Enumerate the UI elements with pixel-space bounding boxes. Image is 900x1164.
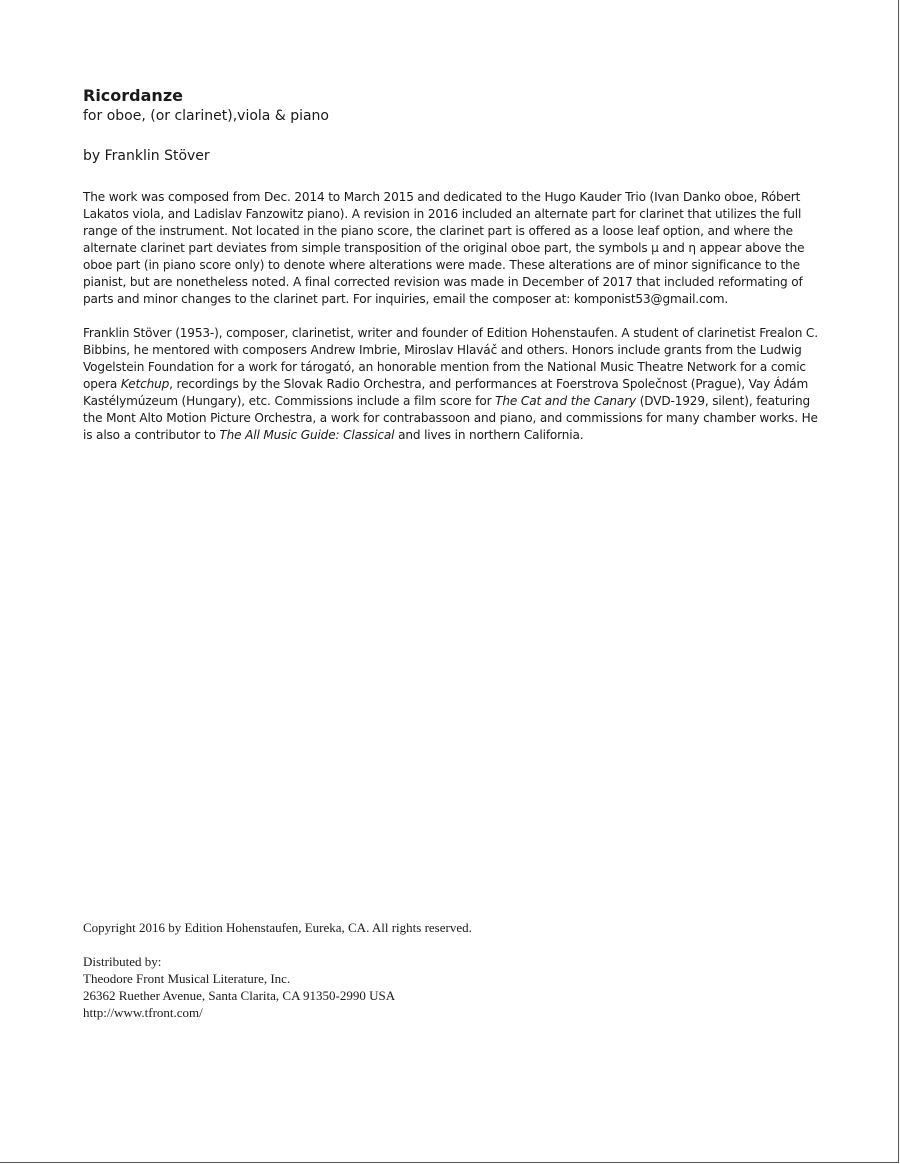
byline: by Franklin Stöver (83, 148, 210, 164)
subtitle: for oboe, (or clarinet),viola & piano (83, 108, 329, 124)
paragraph-biography (83, 325, 818, 444)
bio-italic-ketchup: Ketchup (120, 377, 170, 391)
distributor-address: 26362 Ruether Avenue, Santa Clarita, CA 91350-2990 USA (83, 988, 396, 1003)
footer (83, 919, 683, 1021)
distributed-label: Distributed by: (83, 954, 162, 969)
copyright-notice: Copyright 2016 by Edition Hohenstaufen, Eureka, CA. All rights reserved. (83, 920, 472, 935)
paragraph-composition-notes: The work was composed from Dec. 2014 to March 2015 and dedicated to the Hugo Kauder Trio (Ivan Danko oboe, Róbert Lakatos viola, and Ladislav Fanzowitz piano). A revision in 2016 included an alternate part for clarinet that utilizes the full range of the instrument. Not located in the piano score, the clarinet part is offered as a loose leaf option, and where the alternate clarinet part deviates from simple transposition of the original oboe part, the symbols µ and η appear above the oboe part (in piano score only) to denote where alterations were made. These alterations are of minor significance to the pianist, but are nonetheless noted. A final corrected revision was made in December of 2017 that included reformating of parts and minor changes to the clarinet part. For inquiries, email the composer at: komponist53@gmail.com. (83, 190, 805, 306)
bio-italic-film-title: The Cat and the Canary (495, 394, 636, 408)
bio-text-2: , recordings by the Slovak Radio Orchestra, and performances at Foerstrova Společnost (Prague), Vay Ádám Kastélymúzeum (Hungary), etc. Commissions include a film score for (83, 377, 809, 408)
bio-text-1: Franklin Stöver (1953-), composer, clarinetist, writer and founder of Edition Hohenstaufen. A student of clarinetist Frealon C. Bibbins, he mentored with composers Andrew Imbrie, Miroslav Hlaváč and others. Honors include grants from the Ludwig Vogelstein Foundation for a work for tárogató, an honorable mention from the National Music Theatre Network for a comic opera (83, 326, 818, 391)
bio-italic-guide-title: The All Music Guide: Classical (219, 428, 395, 442)
bio-text-4: and lives in northern California. (394, 428, 584, 442)
page-title: Ricordanze (83, 86, 183, 105)
distributor-url: http://www.tfront.com/ (83, 1005, 203, 1020)
body-text (83, 189, 818, 461)
distributor-name: Theodore Front Musical Literature, Inc. (83, 971, 291, 986)
header (83, 86, 823, 166)
bio-text-3: (DVD-1929, silent), featuring the Mont Alto Motion Picture Orchestra, a work for contrabassoon and piano, and commissions for many chamber works. He is also a contributor to (83, 394, 818, 442)
